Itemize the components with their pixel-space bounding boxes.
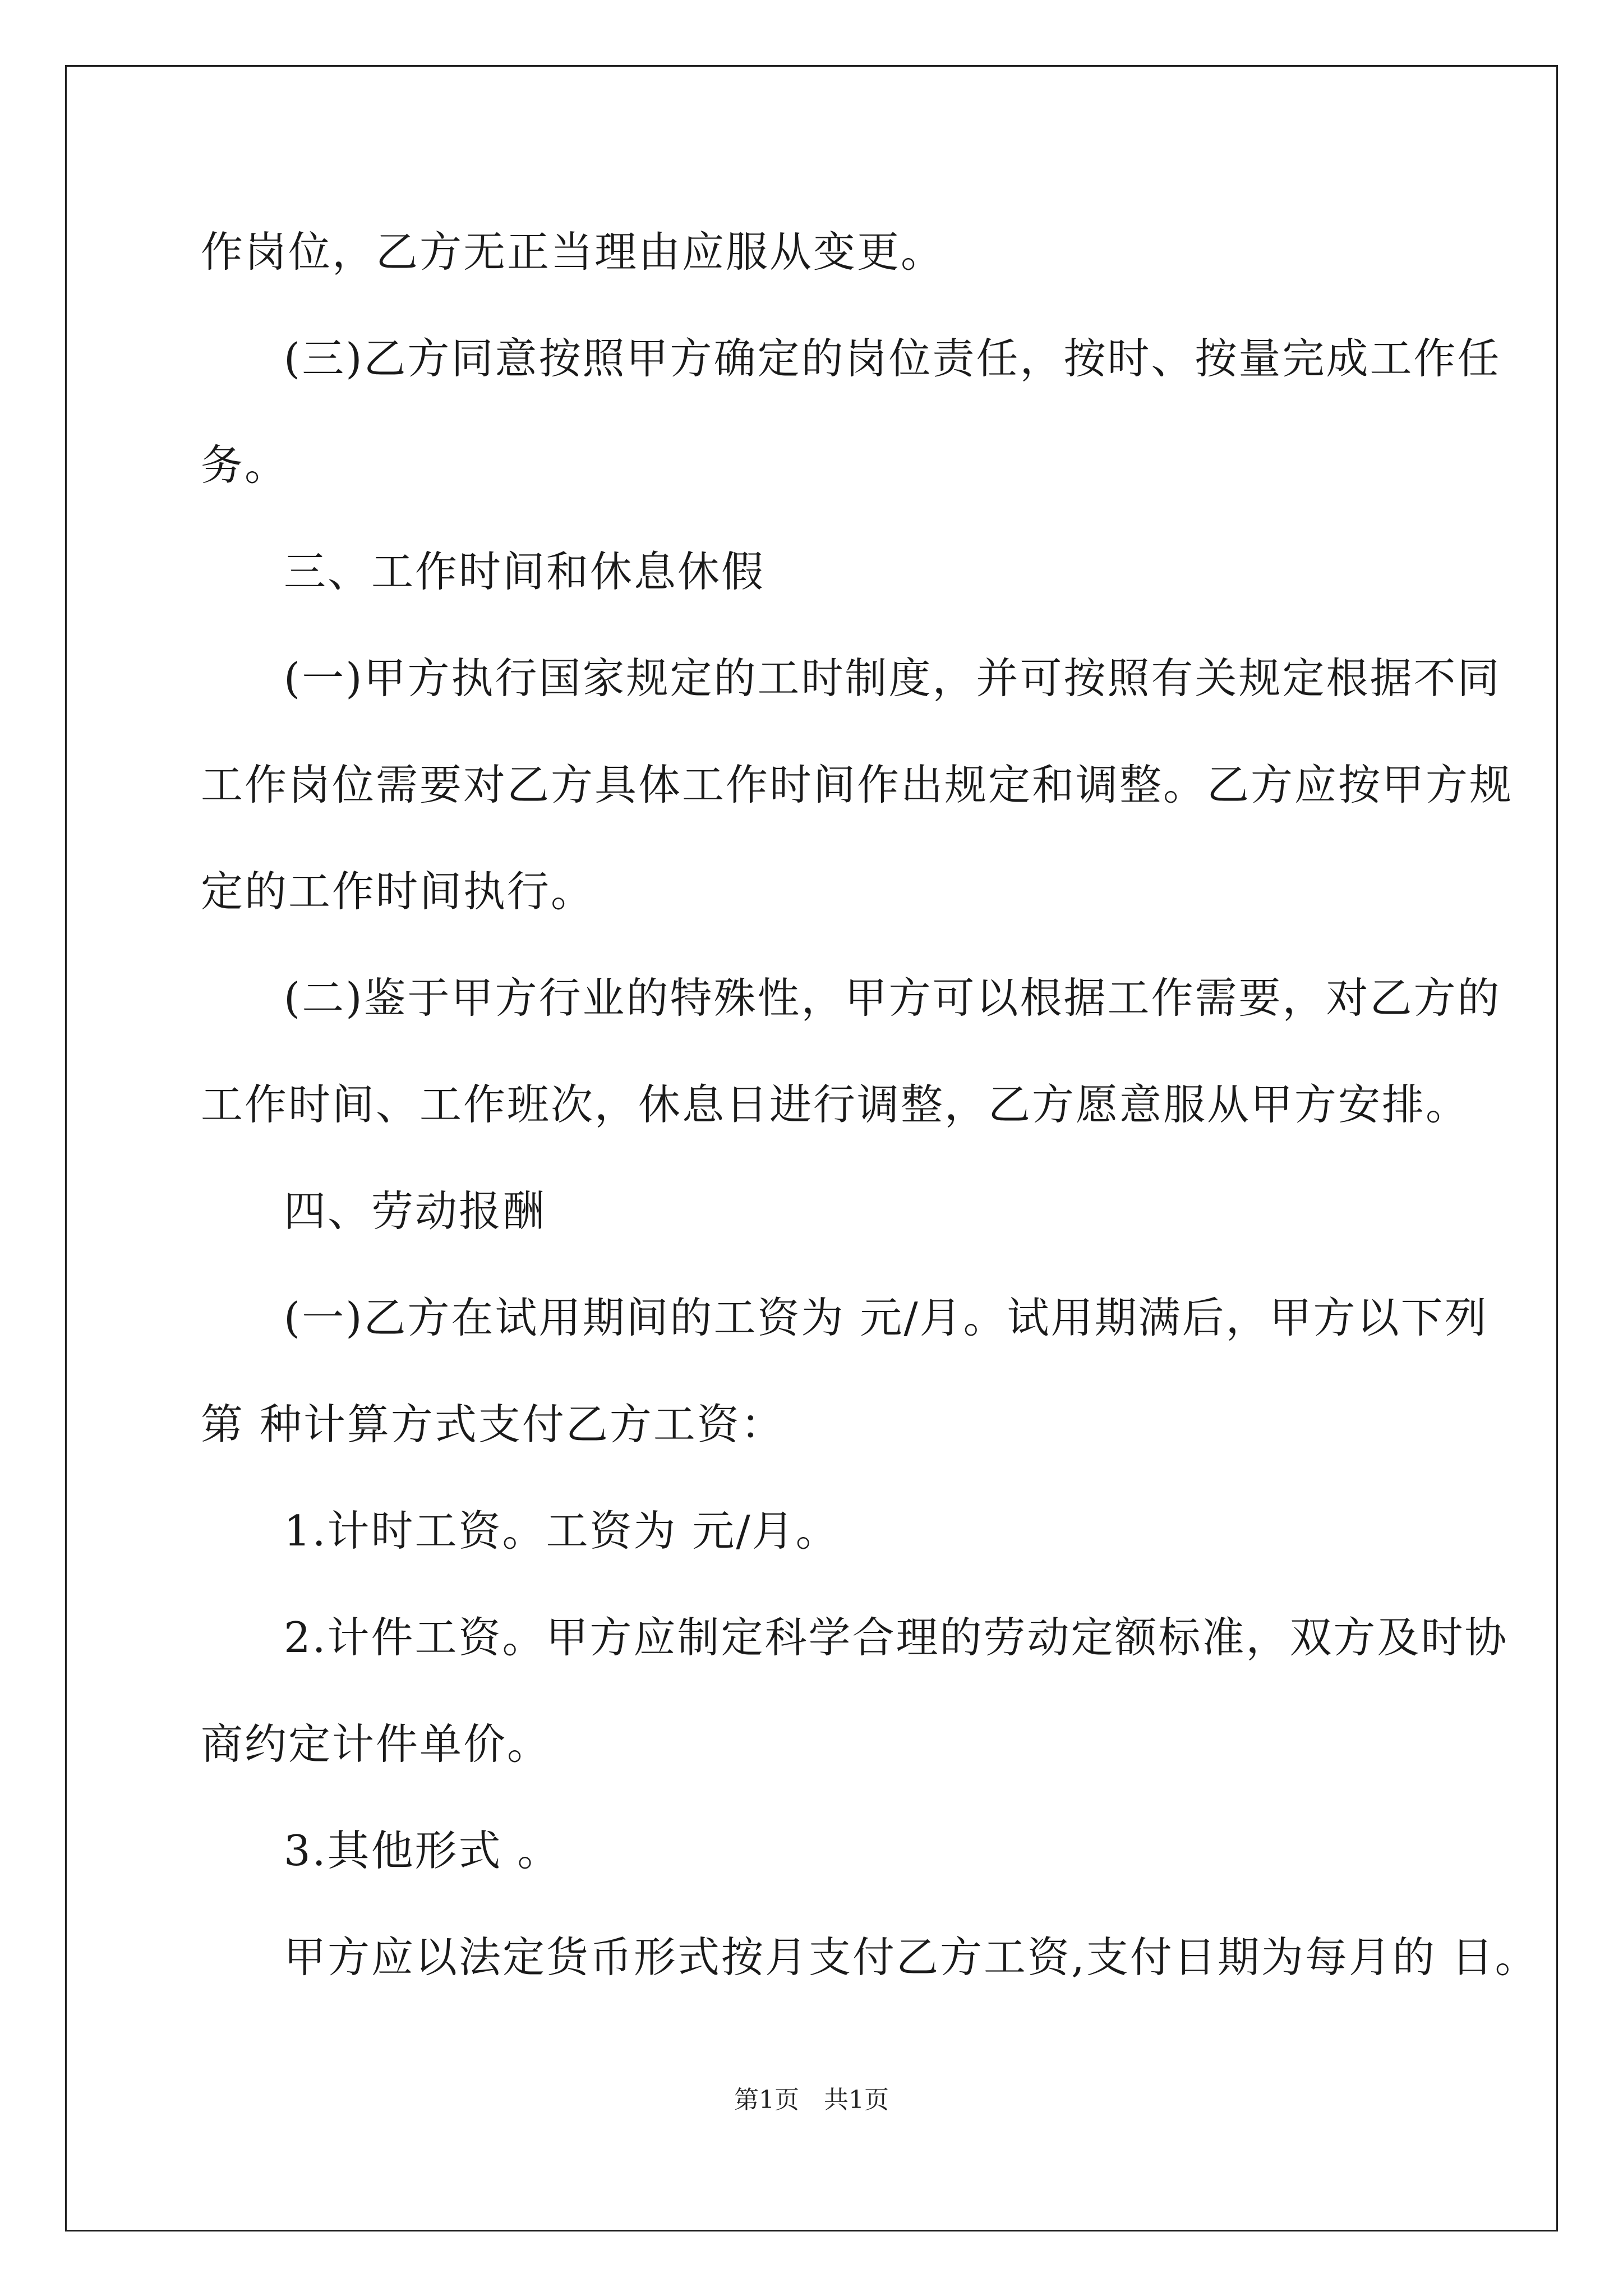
section-heading: 三、工作时间和休息休假	[284, 547, 766, 596]
text-line: 工作岗位需要对乙方具体工作时间作出规定和调整。乙方应按甲方规	[201, 760, 1514, 809]
text-line: 2.计件工资。甲方应制定科学合理的劳动定额标准，双方及时协	[284, 1613, 1509, 1662]
text-line: 第 种计算方式支付乙方工资：	[201, 1400, 785, 1449]
text-line: 3.其他形式 。	[284, 1826, 561, 1875]
text-line: 1.计时工资。工资为 元/月。	[284, 1506, 840, 1556]
text-line: 甲方应以法定货币形式按月支付乙方工资,支付日期为每月的 日。	[284, 1932, 1539, 1982]
text-line: (二)鉴于甲方行业的特殊性，甲方可以根据工作需要，对乙方的	[284, 973, 1501, 1023]
text-line: 作岗位，乙方无正当理由应服从变更。	[201, 227, 945, 277]
text-line: 商约定计件单价。	[201, 1719, 551, 1769]
text-line: 工作时间、工作班次，休息日进行调整，乙方愿意服从甲方安排。	[201, 1080, 1470, 1129]
text-line: (一)甲方执行国家规定的工时制度，并可按照有关规定根据不同	[284, 654, 1501, 703]
text-line: (三)乙方同意按照甲方确定的岗位责任，按时、按量完成工作任	[284, 334, 1501, 383]
text-line: 务。	[201, 440, 289, 490]
text-line: 定的工作时间执行。	[201, 867, 595, 916]
page-number-footer: 第1页 共1页	[734, 2086, 889, 2114]
text-line: (一)乙方在试用期间的工资为 元/月。试用期满后，甲方以下列	[284, 1293, 1488, 1342]
section-heading: 四、劳动报酬	[284, 1186, 547, 1236]
